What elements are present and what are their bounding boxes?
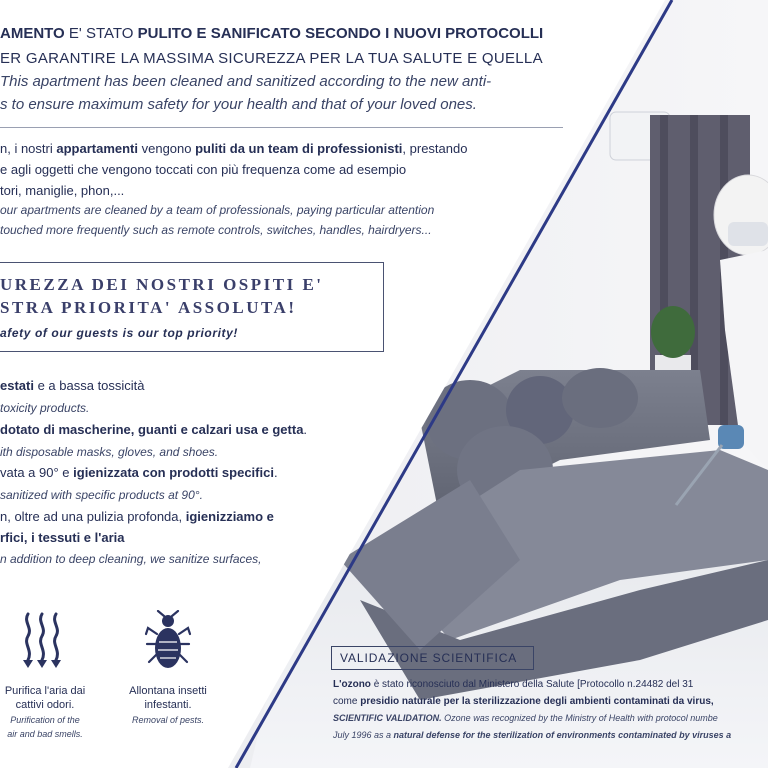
list-item-4-cont: rfici, i tessuti e l'aria: [0, 530, 125, 545]
list-item-2-en: ith disposable masks, gloves, and shoes.: [0, 445, 219, 459]
header-line-2: ER GARANTIRE LA MASSIMA SICUREZZA PER LA TUA SALUTE E QUELLA: [0, 50, 543, 67]
para1-line-1: n, i nostri appartamenti vengono puliti da un team di professionisti, prestando: [0, 141, 468, 156]
list-item-2: dotato di mascherine, guanti e calzari usa e getta.: [0, 422, 308, 437]
header-line-3-en: This apartment has been cleaned and sanitized according to the new anti-: [0, 73, 492, 90]
validation-label: VALIDAZIONE SCIENTIFICA: [340, 651, 518, 665]
air-caption-en-1: Purification of the: [10, 715, 80, 725]
header-divider: [0, 127, 563, 128]
pest-caption-en: Removal of pests.: [131, 715, 205, 725]
air-caption-it-2: cattivi odori.: [15, 699, 75, 711]
validation-line-4-en: July 1996 as a natural defense for the sterilization of environments contaminated by viruses a: [333, 730, 732, 740]
list-item-4-en: n addition to deep cleaning, we sanitize surfaces,: [0, 552, 262, 566]
para1-line-4-en: our apartments are cleaned by a team of professionals, paying particular attention: [0, 203, 435, 217]
pest-caption-it-2: infestanti.: [144, 699, 192, 711]
validation-line-3-en: SCIENTIFIC VALIDATION. Ozone was recognized by the Ministry of Health with protocol numbe: [333, 713, 718, 723]
pest-caption-it-1: Allontana insetti: [129, 685, 207, 697]
list-item-1-en: toxicity products.: [0, 401, 90, 415]
list-item-1: estati e a bassa tossicità: [0, 378, 145, 393]
bug-icon: [143, 610, 193, 672]
list-item-4: n, oltre ad una pulizia profonda, igienizziamo e: [0, 509, 274, 524]
priority-line-3-en: afety of our guests is our top priority!: [0, 326, 239, 340]
header-line-1: AMENTO E' STATO PULITO E SANIFICATO SECONDO I NUOVI PROTOCOLLI: [0, 25, 544, 42]
air-waves-icon: [20, 610, 66, 672]
list-item-3: vata a 90° e igienizzata con prodotti specifici.: [0, 465, 278, 480]
para1-line-5-en: touched more frequently such as remote controls, switches, handles, hairdryers...: [0, 223, 432, 237]
priority-line-2: STRA PRIORITA' ASSOLUTA!: [0, 298, 297, 317]
air-caption-en-2: air and bad smells.: [7, 729, 83, 739]
validation-line-1: L'ozono è stato riconosciuto dal Ministero della Salute [Protocollo n.24482 del 31: [333, 679, 694, 690]
list-item-3-en: sanitized with specific products at 90°.: [0, 488, 203, 502]
para1-line-3: tori, maniglie, phon,...: [0, 183, 125, 198]
header-line-4-en: s to ensure maximum safety for your health and that of your loved ones.: [0, 96, 477, 113]
priority-line-1: UREZZA DEI NOSTRI OSPITI E': [0, 275, 324, 294]
validation-line-2: come presidio naturale per la sterilizzazione degli ambienti contaminati da virus,: [333, 696, 714, 707]
para1-line-2: e agli oggetti che vengono toccati con più frequenza come ad esempio: [0, 162, 407, 177]
air-caption-it-1: Purifica l'aria dai: [4, 685, 86, 697]
